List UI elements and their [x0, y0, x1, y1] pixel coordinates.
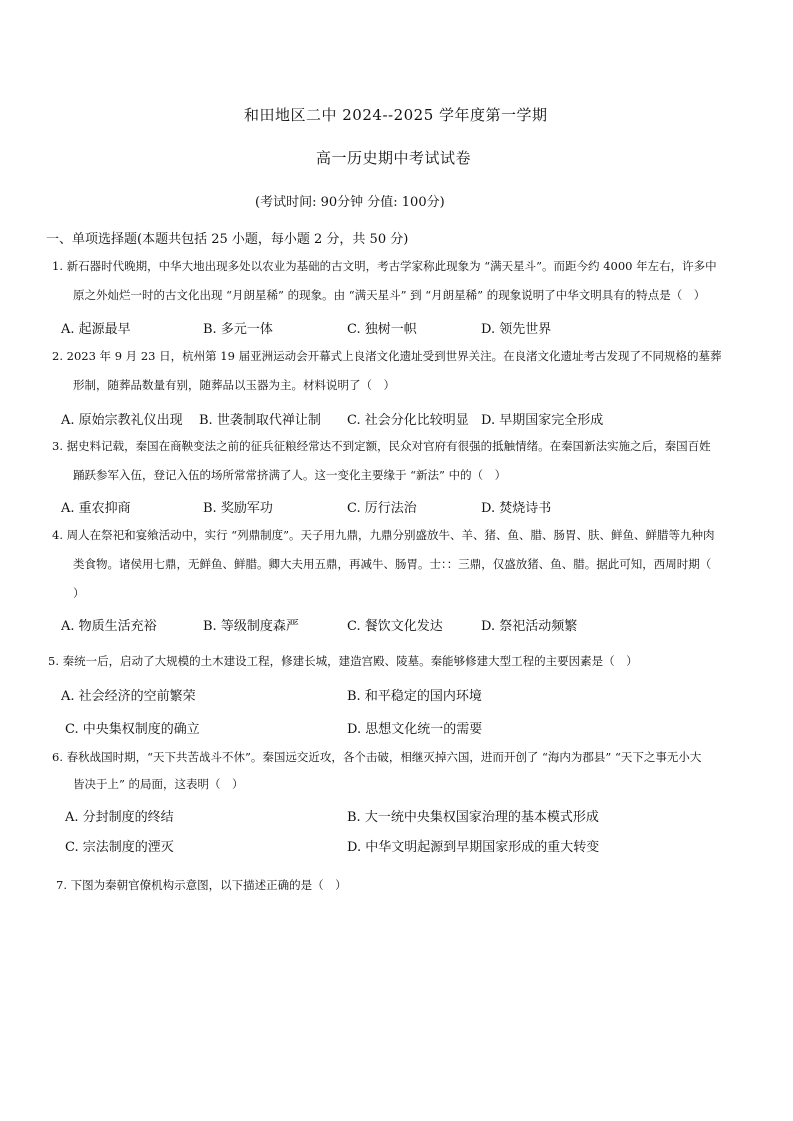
option-a: A. 起源最早 [61, 322, 131, 337]
question-text-line: ） [73, 586, 85, 600]
question-text-line: 2. 2023 年 9 月 23 日，杭州第 19 届亚洲运动会开幕式上良渚文化遗址受到世界关注。在良渚文化遗址考古发现了不同规格的墓葬 [52, 349, 722, 363]
section-heading: 一、单项选择题(本题共包括 25 小题，每小题 2 分，共 50 分) [46, 232, 409, 247]
option-b: B. 世袭制取代禅让制 [199, 413, 321, 428]
option-b: B. 大一统中央集权国家治理的基本模式形成 [347, 810, 599, 825]
question-text-line: 5. 秦统一后，启动了大规模的土木建设工程，修建长城，建造宫殿、陵墓。秦能够修建大型工程的主要因素是（ ） [48, 654, 638, 668]
option-c: C. 餐饮文化发达 [347, 619, 443, 634]
question-text-line: 3. 据史料记载，秦国在商鞅变法之前的征兵征粮经常达不到定额，民众对官府有很强的抵触情绪。在秦国新法实施之后，秦国百姓 [52, 439, 711, 453]
question-text-line: 类食物。诸侯用七鼎，无鲜鱼、鲜腊。卿大夫用五鼎，再减牛、肠胃。士：：三鼎，仅盛放猪、鱼、腊。据此可知，西周时期（ [73, 557, 712, 571]
option-c: C. 宗法制度的湮灭 [65, 840, 174, 855]
exam-time-and-score: (考试时间: 90分钟 分值: 100分) [255, 195, 445, 210]
option-a: A. 原始宗教礼仪出现 [61, 413, 183, 428]
exam-title-line-1: 和田地区二中 2024--2025 学年度第一学期 [244, 106, 548, 124]
question-text-line: 皆决于上” 的局面，这表明（ ） [73, 777, 244, 791]
option-b: B. 等级制度森严 [203, 619, 299, 634]
option-c: C. 中央集权制度的确立 [65, 722, 200, 737]
question-text-line: 1. 新石器时代晚期，中华大地出现多处以农业为基础的古文明，考古学家称此现象为 “满天星斗”。而距今约 4000 年左右，许多中 [52, 259, 717, 273]
question-text-line: 踊跃参军入伍，登记入伍的场所常常挤满了人。这一变化主要缘于 “新法” 中的（ ） [73, 468, 507, 482]
question-text-line: 原之外灿烂一时的古文化出现 “月朗星稀” 的现象。由 “满天星斗” 到 “月朗星稀” 的现象说明了中华文明具有的特点是（ ） [73, 288, 706, 302]
option-a: A. 分封制度的终结 [65, 810, 174, 825]
option-d: D. 祭祀活动频繁 [481, 619, 578, 634]
option-b: B. 奖励军功 [203, 501, 273, 516]
option-d: D. 中华文明起源到早期国家形成的重大转变 [347, 840, 600, 855]
option-a: A. 物质生活充裕 [61, 619, 157, 634]
option-d: D. 早期国家完全形成 [481, 413, 604, 428]
option-c: C. 独树一帜 [347, 322, 417, 337]
option-b: B. 和平稳定的国内环境 [347, 689, 482, 704]
option-c: C. 厉行法治 [347, 501, 417, 516]
option-d: D. 焚烧诗书 [481, 501, 552, 516]
question-text-line: 7. 下图为秦朝官僚机构示意图，以下描述正确的是（ ） [56, 878, 347, 892]
question-text-line: 6. 春秋战国时期，“天下共苦战斗不休”。秦国远交近攻，各个击破，相继灭掉六国，进而开创了 “海内为郡县” “天下之事无小大 [52, 750, 702, 764]
question-text-line: 形制，随葬品数量有别，随葬品以玉器为主。材料说明了（ ） [73, 378, 395, 392]
option-b: B. 多元一体 [203, 322, 273, 337]
option-a: A. 重农抑商 [61, 501, 131, 516]
option-d: D. 领先世界 [481, 322, 552, 337]
option-d: D. 思想文化统一的需要 [347, 722, 483, 737]
question-text-line: 4. 周人在祭祀和宴飨活动中，实行 “列鼎制度”。天子用九鼎，九鼎分别盛放牛、羊、猪、鱼、腊、肠胃、肤、鲜鱼、鲜腊等九种肉 [52, 528, 715, 542]
option-a: A. 社会经济的空前繁荣 [61, 689, 196, 704]
exam-title-line-2: 高一历史期中考试试卷 [316, 149, 472, 167]
option-c: C. 社会分化比较明显 [347, 413, 469, 428]
